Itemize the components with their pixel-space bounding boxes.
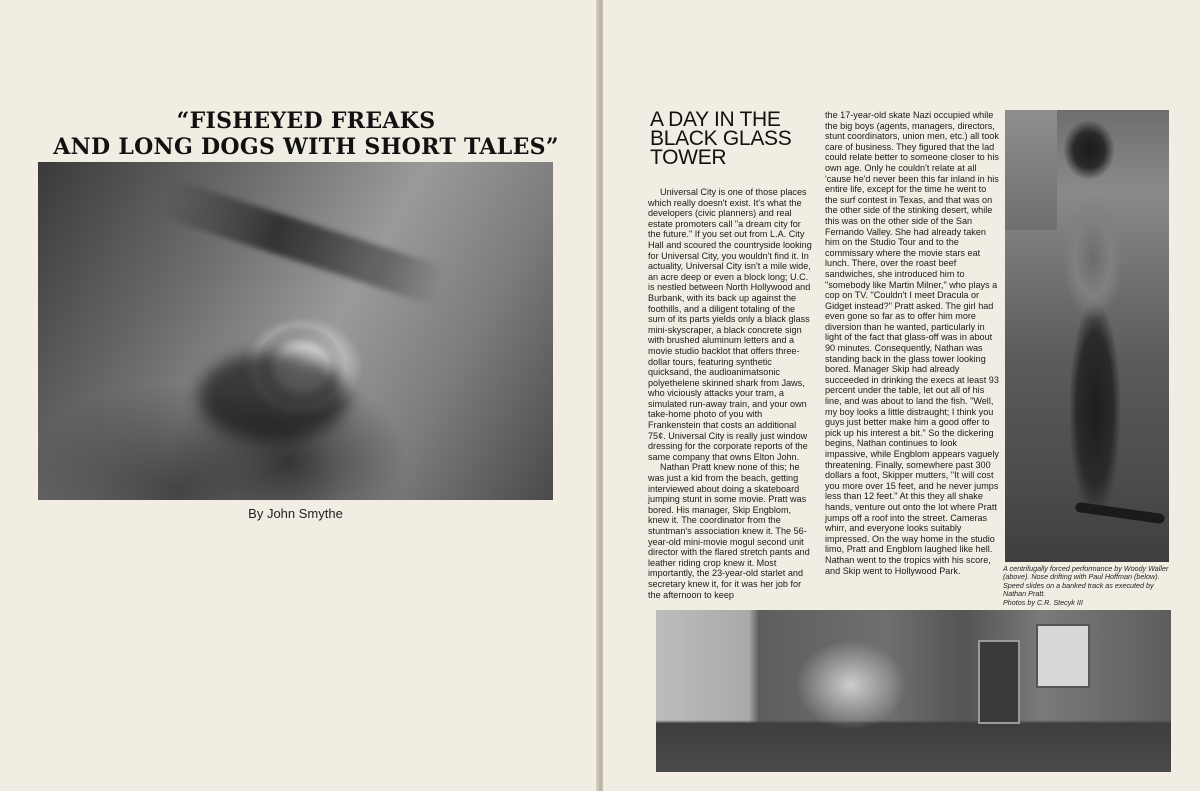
byline: By John Smythe — [248, 506, 343, 521]
article-title-line-2: BLACK GLASS — [650, 127, 792, 150]
paragraph: Universal City is one of those places which really doesn't exist. It's what the developers (civic planners) and real estate promoters call "a dream city for the future." If you set out from L.A. City Hall and scoured the countryside looking for Universal City, you wouldn't find it. In actuality, Universal City isn't a mile wide, an acre deep or even a block long; U.C. is nestled between North Hollywood and Burbank, with its back up against the foothills, and a diligent totaling of the sum of its parts yields only a black glass mini-skyscraper, a black concrete sign with brushed aluminum letters and a movie studio backlot that offers three-dollar tours, featuring synthetic quicksand, the audioanimatsonic polyethelene skinned shark from Jaws, who viciously attacks your tram, a simulated run-away train, and your own take-home photo of you with Frankenstein that costs an additional 75¢. Universal City is really just window dressing for the corporate reports of the same company that owns Elton John. — [648, 187, 812, 462]
headline-line-1: “FISHEYED FREAKS — [176, 108, 436, 134]
photo-credit: Photos by C.R. Stecyk III — [1003, 597, 1083, 607]
photo-caption — [1003, 565, 1173, 607]
caption-text: A centrifugally forced performance by Woody Waller (above). Nose drifting with Paul Hoffman (below). Speed slides on a banked track as executed by Nathan Pratt. — [1003, 564, 1169, 599]
article-column-2 — [825, 110, 1001, 576]
article-column-1 — [648, 187, 812, 600]
skater-photo-main — [38, 162, 553, 500]
headline-line-2: AND LONG DOGS WITH SHORT TALES” — [53, 134, 559, 160]
skater-photo-standing — [1005, 110, 1169, 562]
left-page — [0, 0, 598, 791]
paragraph: the 17-year-old skate Nazi occupied while the big boys (agents, managers, directors, stunt coordinators, union men, etc.) all took care of business. They figured that the lad could relate better to someone closer to his own age. Only he couldn't relate at all 'cause he'd never been this far inland in his entire life, except for the time he went to the surf contest in Texas, and that was on the other side of the stinking desert, while this was on the other side of the San Fernando Valley. She had already taken him on the Studio Tour and to the commissary where the movie stars eat lunch. There, over the roast beef sandwiches, she introduced him to "somebody like Martin Milner," who plays a cop on TV. "Couldn't I meet Dracula or Gidget instead?" Pratt asked. The girl had even gone so far as to offer him more diversion than he wanted, particularly in light of the fact that glass-off was in about 90 minutes. Consequently, Nathan was standing back in the glass tower looking bored. Manager Skip had already succeeded in drinking the execs at least 93 percent under the table, let out all of his line, and was about to land the fish. "Well, my boy looks a little distraught; I think you guys just better make him a good offer to pick up his interest a bit." So the dickering begins, Nathan continues to look impassive, while Engblom appears vaguely threatening. Finally, somewhere past 300 dollars a foot, Skipper mutters, "It will cost you more over 15 feet, and he never jumps less than 12 feet." At this they all shake hands, venture out onto the lot where Pratt jumps off a roof into the street. Cameras whirr, and everyone looks suitably impressed. On the way home in the studio limo, Pratt and Engblom laughed like hell. Nathan went to the tropics with his score, and Skip went to Hollywood Park. — [825, 110, 999, 576]
article-title-line-3: TOWER — [650, 146, 727, 169]
headline — [36, 108, 576, 160]
right-page — [603, 0, 1200, 791]
skater-photo-bottom — [656, 610, 1171, 772]
article-title — [650, 110, 820, 167]
article-title-line-1: A DAY IN THE — [650, 108, 781, 131]
paragraph: Nathan Pratt knew none of this; he was just a kid from the beach, getting interviewed about doing a skateboard jumping stunt in some movie. Pratt was bored. His manager, Skip Engblom, knew it. The coordinator from the stuntman's association knew it. The 56-year-old mini-movie mogul second unit director with the flared stretch pants and leather riding crop knew it. Most importantly, the 23-year-old starlet and secretary knew it, for it was her job for the afternoon to keep — [648, 462, 810, 600]
